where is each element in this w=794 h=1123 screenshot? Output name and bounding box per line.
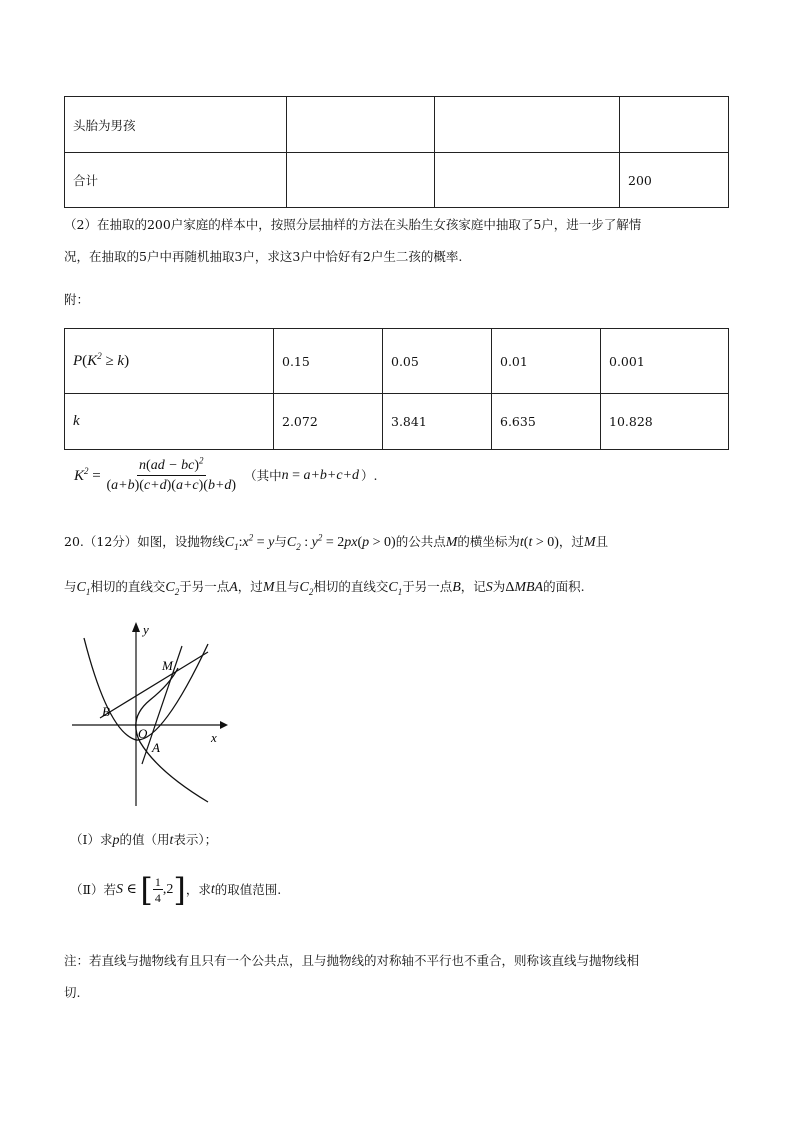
point-m: M	[445, 535, 458, 550]
q20-text: 且	[595, 534, 609, 549]
table-row	[65, 97, 729, 153]
part2-text: 的取值范围.	[214, 881, 282, 897]
critical-value-table	[64, 328, 729, 450]
s-range-expression: S ∈ [ $\frac{1}{4}$ ,2 ]	[116, 871, 186, 909]
q20-line1	[64, 532, 609, 552]
q20-text: 且与	[274, 579, 300, 594]
curve-c1: $C_1$	[388, 580, 403, 597]
part2-line	[70, 871, 282, 909]
origin-label: O	[138, 726, 148, 741]
y-axis-label: y	[143, 622, 149, 637]
y-axis-arrow	[132, 622, 140, 632]
q20-text: 20.（12分）如图，设抛物线	[64, 534, 225, 549]
q20-text: 的公共点	[395, 534, 446, 549]
appendix-label: 附：	[64, 292, 90, 307]
formula-fraction: $\frac{n(ad - bc)^2}{(a+b)(c+d)(a+c)(b+d)}$	[106, 455, 237, 493]
table-cell: 200	[620, 153, 729, 208]
table-row	[65, 329, 729, 394]
table-cell	[435, 153, 620, 208]
formula-end: ）.	[361, 467, 378, 483]
q20-text: 与	[274, 534, 287, 549]
table-row	[65, 153, 729, 208]
x-axis-arrow	[220, 721, 228, 729]
table-cell: 0.15	[274, 329, 383, 394]
q20-text: ，记	[460, 579, 486, 594]
q20-text: 的横坐标为	[457, 534, 520, 549]
parabola-figure	[70, 620, 230, 810]
q20-text: ，过	[558, 534, 584, 549]
table-cell	[620, 97, 729, 153]
q20-text: 相切的直线交	[90, 579, 166, 594]
note-line2: 切.	[64, 985, 81, 1000]
formula-note: （其中	[244, 467, 282, 483]
point-b-label: B	[102, 704, 110, 719]
var-p: p	[112, 833, 120, 848]
var-t: t	[210, 882, 215, 897]
q20-text: 的面积.	[543, 579, 585, 594]
q20-text: 于另一点	[179, 579, 230, 594]
table-cell	[287, 153, 435, 208]
part1-text: 的值（用	[119, 832, 170, 847]
table-cell: 2.072	[274, 394, 383, 450]
part2-text: ，求	[185, 881, 211, 897]
x-axis-label: x	[211, 730, 217, 745]
q20-text: 与	[64, 579, 77, 594]
point-m-label: M	[162, 658, 173, 673]
part1-text: 表示）；	[173, 832, 218, 847]
chi-square-formula	[74, 455, 378, 494]
contingency-table	[64, 96, 729, 208]
point-m: M	[262, 580, 275, 595]
part1-line	[70, 834, 217, 848]
k-symbol: k	[73, 413, 80, 429]
q20-text: 相切的直线交	[313, 579, 389, 594]
q20-line2	[64, 581, 585, 595]
point-m: M	[583, 535, 596, 550]
q2-text-line1: （2）在抽取的200户家庭的样本中，按照分层抽样的方法在头胎生女孩家庭中抽取了5户，进一步了解情	[64, 217, 642, 232]
part2-text: （Ⅱ）若	[70, 881, 116, 897]
probability-expression: $P(K^2 \ge k)$	[73, 350, 130, 369]
table-row	[65, 394, 729, 450]
q20-text: ，过	[237, 579, 263, 594]
point-a-label: A	[152, 740, 160, 755]
q20-text: 为	[492, 579, 506, 594]
table-cell: 0.001	[601, 329, 729, 394]
table-cell: 10.828	[601, 394, 729, 450]
table-cell: 0.05	[383, 329, 492, 394]
tangent-line-bm	[100, 652, 208, 718]
curve-c2: $C_2$	[165, 580, 180, 597]
table-cell: 3.841	[383, 394, 492, 450]
table-cell: 6.635	[492, 394, 601, 450]
triangle-mba: ΔMBA	[505, 580, 544, 595]
table-cell: 0.01	[492, 329, 601, 394]
table-header-cell	[65, 329, 274, 394]
q2-text-line2: 况，在抽取的5户中再随机抽取3户，求这3户中恰好有2户生二孩的概率.	[64, 249, 463, 264]
point-a: A	[229, 580, 238, 595]
table-cell	[435, 97, 620, 153]
table-cell	[287, 97, 435, 153]
point-b: B	[452, 580, 461, 595]
table-cell: 头胎为男孩	[65, 97, 287, 153]
curve-c2: $C_2$	[299, 580, 314, 597]
var-t: t(t > 0)	[519, 535, 559, 550]
table-header-cell	[65, 394, 274, 450]
table-cell: 合计	[65, 153, 287, 208]
formula-n-def: n = a+b+c+d	[281, 468, 360, 483]
note-line1: 注：若直线与抛物线有且只有一个公共点，且与抛物线的对称轴不平行也不重合，则称该直线与抛物线相	[64, 953, 640, 968]
parabola-c2: $C_2$ : $y^2 = 2px(p > 0)$	[286, 532, 396, 552]
q20-text: 于另一点	[402, 579, 453, 594]
formula-lhs: $K^2$ =	[74, 465, 101, 484]
part1-text: （Ⅰ）求	[70, 832, 113, 847]
var-t: t	[169, 833, 174, 848]
var-s: S	[485, 580, 493, 595]
curve-c1: $C_1$	[76, 580, 91, 597]
parabola-c1: $C_1:x^2 = y$	[224, 532, 275, 552]
